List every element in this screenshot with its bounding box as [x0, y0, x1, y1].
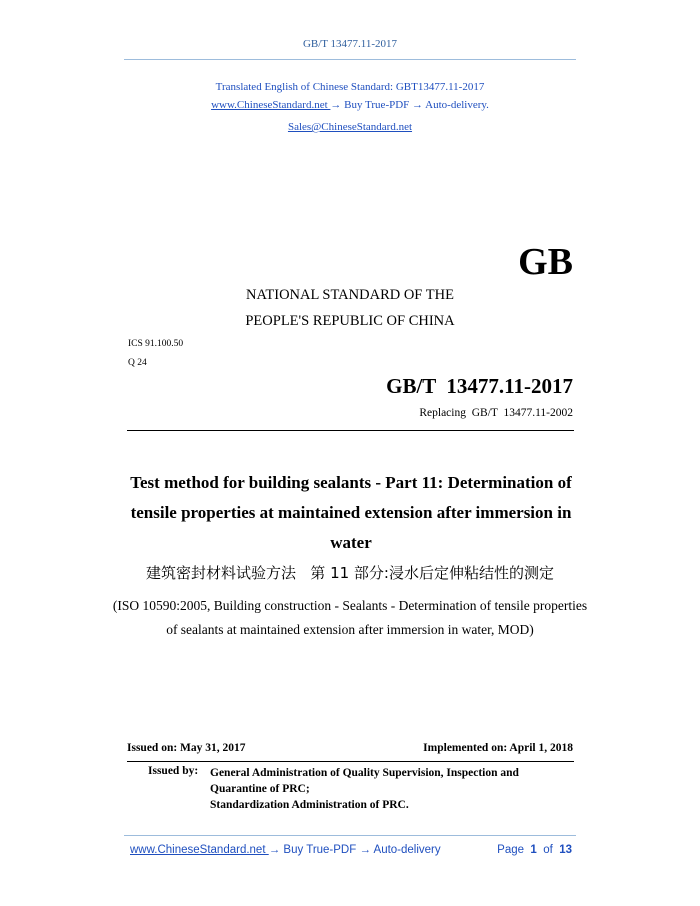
- issuer-line: General Administration of Quality Supervision, Inspection and: [210, 767, 519, 779]
- ics-code: ICS 91.100.50: [128, 339, 184, 349]
- translation-note: Translated English of Chinese Standard: GBT13477.11-2017: [215, 81, 485, 93]
- website-link[interactable]: www.ChineseStandard.net: [211, 99, 331, 111]
- footer-website-link[interactable]: www.ChineseStandard.net: [130, 844, 269, 856]
- footer-purchase-line: [130, 844, 441, 856]
- ccs-code: Q 24: [128, 358, 147, 368]
- purchase-line: [0, 99, 700, 111]
- page-label: Page: [497, 844, 525, 856]
- standard-number: GB/T 13477.11-2017: [386, 374, 573, 398]
- issuer-divider: [127, 761, 574, 762]
- footer-purchase-text: → Buy True-PDF → Auto-delivery: [268, 844, 441, 856]
- replacing-note: Replacing GB/T 13477.11-2002: [419, 407, 573, 419]
- english-title: Test method for building sealants - Part 11: Determination of tensile properties at maintained extension after immersion in water: [130, 473, 572, 552]
- purchase-text: → Buy True-PDF → Auto-delivery.: [330, 99, 489, 111]
- footer-divider: [124, 835, 576, 836]
- page-total: 13: [559, 844, 572, 856]
- sales-email-link[interactable]: Sales@ChineseStandard.net: [287, 121, 413, 133]
- issuer-line: Quarantine of PRC;: [210, 783, 310, 795]
- issuer-line: Standardization Administration of PRC.: [210, 799, 409, 811]
- title-divider: [127, 430, 574, 431]
- sales-email-line: [0, 121, 700, 133]
- page-current: 1: [530, 844, 537, 856]
- page-of: of: [543, 844, 553, 856]
- issued-by-label: Issued by:: [148, 765, 199, 777]
- gb-mark: GB: [518, 241, 573, 283]
- national-standard-line2: PEOPLE'S REPUBLIC OF CHINA: [245, 313, 455, 329]
- national-standard-line1: NATIONAL STANDARD OF THE: [246, 287, 454, 303]
- issued-by-text: [210, 765, 519, 813]
- header-title: GB/T 13477.11-2017: [302, 38, 398, 50]
- issued-date: Issued on: May 31, 2017: [127, 742, 246, 754]
- implemented-date: Implemented on: April 1, 2018: [423, 742, 573, 754]
- iso-reference: (ISO 10590:2005, Building construction - Sealants - Determination of tensile properties of sealants at maintained extension after immersion in water, MOD): [112, 598, 588, 637]
- header-divider: [124, 59, 576, 60]
- chinese-title: 建筑密封材料试验方法 第 11 部分:浸水后定伸粘结性的测定: [146, 564, 554, 582]
- page-indicator: [497, 844, 572, 856]
